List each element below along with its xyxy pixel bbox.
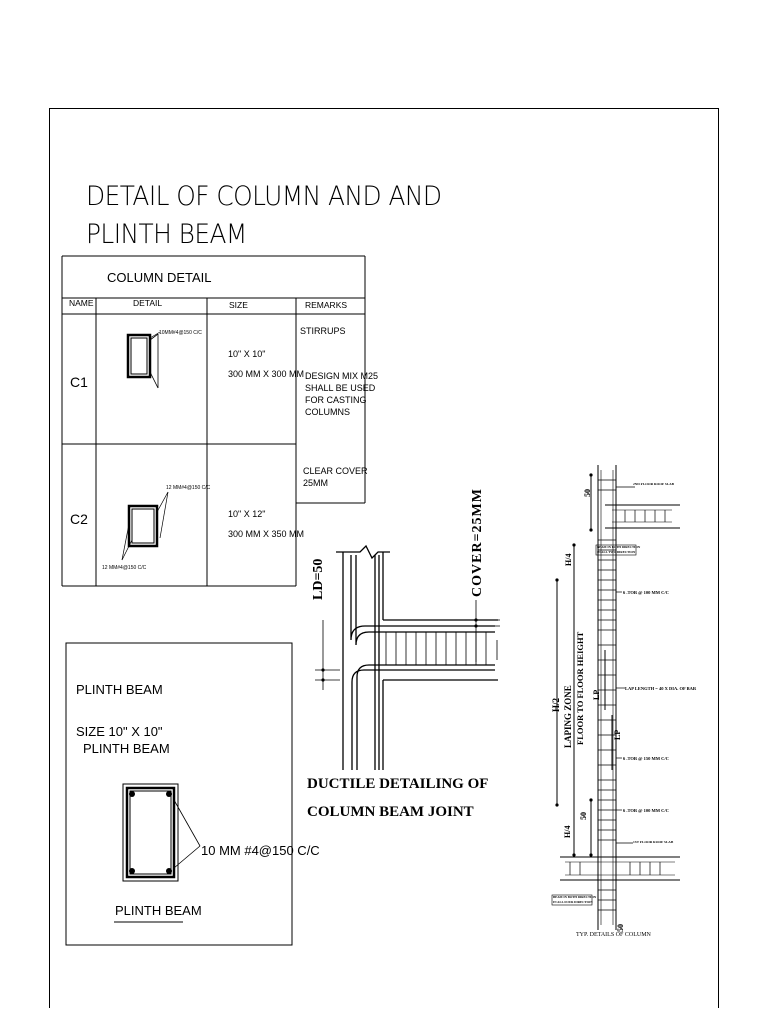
col-header-detail: DETAIL xyxy=(133,298,163,308)
elev-lp-2: LP xyxy=(613,729,622,740)
elev-tor-3: 6 .TOR @ 100 MM C/C xyxy=(623,808,669,813)
elev-slab-bottom: 1ST FLOOR ROOF SLAB xyxy=(633,840,674,844)
col-header-size: SIZE xyxy=(229,300,248,310)
plinth-beam-bar-note: 10 MM #4@150 C/C xyxy=(201,843,320,858)
joint-caption-line1: DUCTILE DETAILING OF xyxy=(307,776,489,792)
elev-h4-bottom: H/4 xyxy=(563,825,572,838)
column-table-heading: COLUMN DETAIL xyxy=(107,270,212,285)
elev-lapping-zone: LAPING ZONE xyxy=(563,685,573,748)
elev-slab-top: 2ND FLOOR ROOF SLAB xyxy=(633,482,674,486)
elev-dim-bottom: 50 xyxy=(616,924,625,932)
elev-lp-1: LP xyxy=(592,689,601,700)
row-c2-size-imperial: 10" X 12" xyxy=(228,509,266,519)
elev-lap-length: LAP LENGTH = 40 X DIA. OF BAR xyxy=(625,686,697,691)
plinth-beam-size: SIZE 10" X 10" xyxy=(76,724,163,739)
row-c2-stirrup-note-bottom: 12 MM#4@150 C/C xyxy=(102,565,147,571)
row-c1-remark-stirrups: STIRRUPS xyxy=(300,326,346,336)
elev-beam-note-bottom2: IN ALL FOUR DIRECTION xyxy=(553,900,593,904)
elev-beam-note-top2: IN ALL TWO DIRECTION xyxy=(597,550,636,554)
joint-cover-label: COVER=25MM xyxy=(470,488,485,597)
elev-dim-mid: 50 xyxy=(579,812,588,820)
elev-h4-top: H/4 xyxy=(564,553,573,566)
row-c1-size-imperial: 10" X 10" xyxy=(228,349,266,359)
joint-ld-label: LD=50 xyxy=(311,558,326,600)
row-c2-remark-cover: CLEAR COVER 25MM xyxy=(303,466,368,488)
elev-tor-2: 6 .TOR @ 150 MM C/C xyxy=(623,756,669,761)
col-header-remarks: REMARKS xyxy=(305,300,348,310)
drawing-title: DETAIL OF COLUMN AND AND PLINTH BEAM xyxy=(86,181,442,250)
plinth-beam-caption: PLINTH BEAM xyxy=(115,903,202,918)
row-c1-name: C1 xyxy=(70,374,88,390)
elev-floor-to-floor: FLOOR TO FLOOR HEIGHT xyxy=(575,631,585,745)
plinth-beam-heading: PLINTH BEAM xyxy=(76,682,163,697)
row-c2-size-metric: 300 MM X 350 MM xyxy=(228,529,305,539)
col-header-name: NAME xyxy=(69,298,94,308)
row-c1-size-metric: 300 MM X 300 MM xyxy=(228,369,305,379)
elev-beam-note-bottom: BEAM IN BOTH DIRECTION xyxy=(553,895,597,899)
row-c1-stirrup-note: 10MM#4@150 C/C xyxy=(159,330,202,336)
elev-dim-top: 50 xyxy=(583,489,592,497)
row-c2-stirrup-note-top: 12 MM#4@150 C/C xyxy=(166,485,211,491)
row-c2-name: C2 xyxy=(70,511,88,527)
elev-tor-1: 6 .TOR @ 100 MM C/C xyxy=(623,590,669,595)
joint-caption-line2: COLUMN BEAM JOINT xyxy=(307,804,474,820)
elev-caption: TYP. DETAILS OF COLUMN xyxy=(576,932,651,938)
elev-h2: H/2 xyxy=(551,697,561,712)
plinth-beam-subtitle: PLINTH BEAM xyxy=(83,741,170,756)
row-c1-remark-design-mix: DESIGN MIX M25 SHALL BE USED FOR CASTING COLUMNS xyxy=(305,371,379,417)
elev-beam-note-top: BEAM IN BOTH DIRECTION xyxy=(597,545,641,549)
